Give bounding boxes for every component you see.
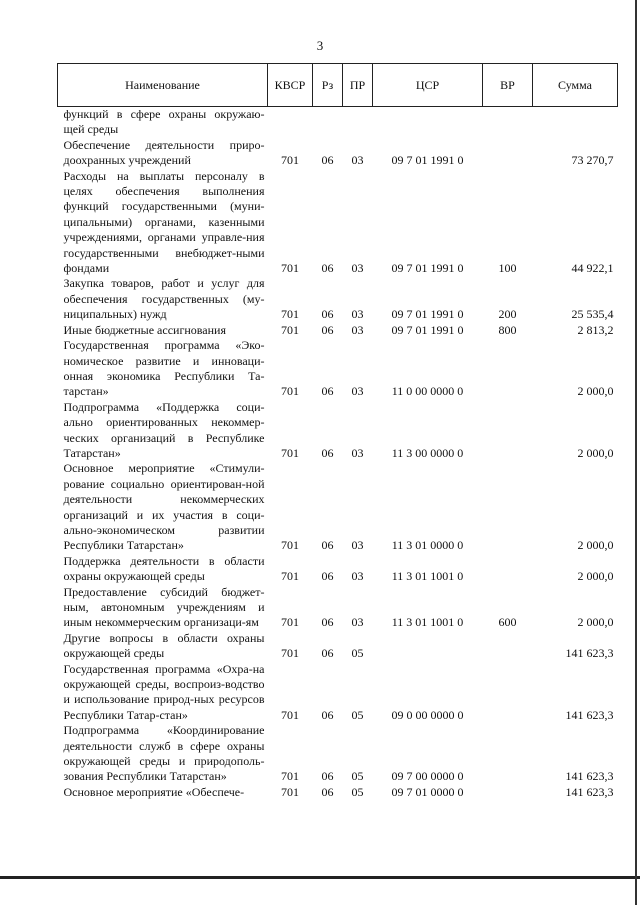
row-name: Предоставление субсидий бюджет-ным, автономным учреждениям и иным некоммерческим организаци-ям <box>63 584 265 630</box>
row-sum: 2 813,2 <box>577 322 614 337</box>
row-csr: 11 3 01 1001 0 <box>391 615 464 630</box>
row-sum: 73 270,7 <box>571 153 614 168</box>
row-kvsr: 701 <box>281 615 299 630</box>
row-pr: 03 <box>351 538 364 553</box>
row-csr: 11 3 01 1001 0 <box>391 569 464 584</box>
row-kvsr: 701 <box>281 569 299 584</box>
row-sum <box>533 107 618 138</box>
row-csr: 09 7 00 0000 0 <box>391 769 464 784</box>
table-row <box>58 785 618 800</box>
row-pr: 03 <box>351 261 364 276</box>
row-sum: 141 623,3 <box>565 707 614 722</box>
row-csr: 09 0 00 0000 0 <box>391 707 464 722</box>
row-rz: 06 <box>321 538 334 553</box>
row-name: Иные бюджетные ассигнования <box>63 322 226 337</box>
row-vr <box>483 662 533 724</box>
row-kvsr: 701 <box>281 646 299 661</box>
row-kvsr <box>268 107 313 138</box>
scan-edge-bottom <box>0 876 640 879</box>
budget-table <box>57 63 618 800</box>
row-csr: 11 3 01 0000 0 <box>391 538 464 553</box>
row-csr: 11 0 00 0000 0 <box>391 384 464 399</box>
row-sum: 2 000,0 <box>577 538 614 553</box>
row-vr <box>483 631 533 662</box>
row-name: Расходы на выплаты персоналу в целях обеспечения выполнения функций государственными (муни-ципальными) органами, казенными учреждениями, органами управле-ния государственными внебюджет-ными фондами <box>63 168 265 276</box>
table-row <box>58 138 618 169</box>
row-sum: 2 000,0 <box>577 384 614 399</box>
table-row <box>58 585 618 631</box>
header-csr: ЦСР <box>373 64 483 107</box>
table-row <box>58 461 618 553</box>
row-csr: 09 7 01 1991 0 <box>391 261 464 276</box>
header-rz: Рз <box>313 64 343 107</box>
table-header-row <box>58 64 618 107</box>
row-sum: 141 623,3 <box>565 769 614 784</box>
row-name: Основное мероприятие «Обеспече- <box>63 784 245 799</box>
row-kvsr: 701 <box>281 538 299 553</box>
row-vr <box>483 554 533 585</box>
row-sum: 25 535,4 <box>571 307 614 322</box>
row-pr: 05 <box>351 646 364 661</box>
row-sum: 141 623,3 <box>565 646 614 661</box>
row-pr: 05 <box>351 769 364 784</box>
row-vr <box>483 338 533 400</box>
row-pr: 03 <box>351 445 364 460</box>
table-row <box>58 107 618 138</box>
row-vr <box>483 461 533 553</box>
row-csr: 09 7 01 1991 0 <box>391 307 464 322</box>
row-pr: 03 <box>351 384 364 399</box>
header-kvsr: КВСР <box>268 64 313 107</box>
row-name: Государственная программа «Охра-на окружающей среды, воспроиз-водство и использование природ-ных ресурсов Республики Татар-стан» <box>63 661 265 722</box>
row-csr <box>373 107 483 138</box>
row-csr: 11 3 00 0000 0 <box>391 445 464 460</box>
row-pr <box>343 107 373 138</box>
row-kvsr: 701 <box>281 784 299 799</box>
row-pr: 05 <box>351 707 364 722</box>
table-row <box>58 323 618 338</box>
row-rz: 06 <box>321 153 334 168</box>
header-name: Наименование <box>58 64 268 107</box>
row-csr: 09 7 01 1991 0 <box>391 153 464 168</box>
row-name: Закупка товаров, работ и услуг для обеспечения государственных (му-ниципальных) нужд <box>63 276 265 322</box>
row-kvsr: 701 <box>281 322 299 337</box>
row-name: Другие вопросы в области охраны окружающей среды <box>63 630 265 661</box>
row-rz: 06 <box>321 569 334 584</box>
table-row <box>58 662 618 724</box>
table-row <box>58 723 618 785</box>
row-name: Основное мероприятие «Стимули-рование социально ориентирован-ной деятельности некоммерческих организаций и их участия в соци-ально-экономическом развитии Республики Татарстан» <box>63 461 265 553</box>
row-name: Обеспечение деятельности приро-доохранных учреждений <box>63 137 265 168</box>
table-row <box>58 631 618 662</box>
table-row <box>58 554 618 585</box>
row-vr <box>483 138 533 169</box>
row-vr: 600 <box>498 615 517 630</box>
row-rz: 06 <box>321 769 334 784</box>
row-rz: 06 <box>321 307 334 322</box>
row-rz: 06 <box>321 646 334 661</box>
row-vr: 200 <box>498 307 517 322</box>
row-kvsr: 701 <box>281 153 299 168</box>
row-csr <box>373 631 483 662</box>
row-name: функций в сфере охраны окружаю-щей среды <box>63 107 265 137</box>
row-pr: 03 <box>351 322 364 337</box>
row-sum: 2 000,0 <box>577 615 614 630</box>
row-kvsr: 701 <box>281 445 299 460</box>
row-name: Поддержка деятельности в области охраны окружающей среды <box>63 553 265 584</box>
row-name: Подпрограмма «Поддержка соци-ально ориентированных некоммер-ческих организаций в Республике Татарстан» <box>63 399 265 460</box>
row-rz: 06 <box>321 261 334 276</box>
row-pr: 03 <box>351 569 364 584</box>
row-rz: 06 <box>321 784 334 799</box>
row-rz: 06 <box>321 322 334 337</box>
row-sum: 141 623,3 <box>565 784 614 799</box>
row-pr: 05 <box>351 784 364 799</box>
table-row <box>58 169 618 277</box>
row-vr <box>483 723 533 785</box>
row-rz: 06 <box>321 707 334 722</box>
header-vr: ВР <box>483 64 533 107</box>
row-pr: 03 <box>351 615 364 630</box>
page-number: 3 <box>316 38 324 53</box>
row-name: Подпрограмма «Координирование деятельности служб в сфере охраны окружающей среды и природополь-зования Республики Татарстан» <box>63 723 265 784</box>
row-sum: 44 922,1 <box>571 261 614 276</box>
table-row <box>58 276 618 322</box>
header-sum: Сумма <box>533 64 618 107</box>
scan-edge-right <box>635 0 637 905</box>
row-rz: 06 <box>321 615 334 630</box>
row-kvsr: 701 <box>281 707 299 722</box>
row-kvsr: 701 <box>281 769 299 784</box>
row-sum: 2 000,0 <box>577 445 614 460</box>
row-name: Государственная программа «Эко-номическое развитие и инноваци-онная экономика Республики Та-тарстан» <box>63 338 265 399</box>
header-pr: ПР <box>343 64 373 107</box>
row-csr: 09 7 01 1991 0 <box>391 322 464 337</box>
row-pr: 03 <box>351 307 364 322</box>
row-rz: 06 <box>321 384 334 399</box>
row-vr: 800 <box>498 322 517 337</box>
row-csr: 09 7 01 0000 0 <box>391 784 464 799</box>
table-row <box>58 400 618 462</box>
row-kvsr: 701 <box>281 384 299 399</box>
row-vr: 100 <box>498 261 517 276</box>
row-rz: 06 <box>321 445 334 460</box>
row-kvsr: 701 <box>281 261 299 276</box>
row-vr <box>483 107 533 138</box>
row-pr: 03 <box>351 153 364 168</box>
table-row <box>58 338 618 400</box>
row-sum: 2 000,0 <box>577 569 614 584</box>
row-kvsr: 701 <box>281 307 299 322</box>
row-rz <box>313 107 343 138</box>
row-vr <box>483 400 533 462</box>
row-vr <box>483 785 533 800</box>
